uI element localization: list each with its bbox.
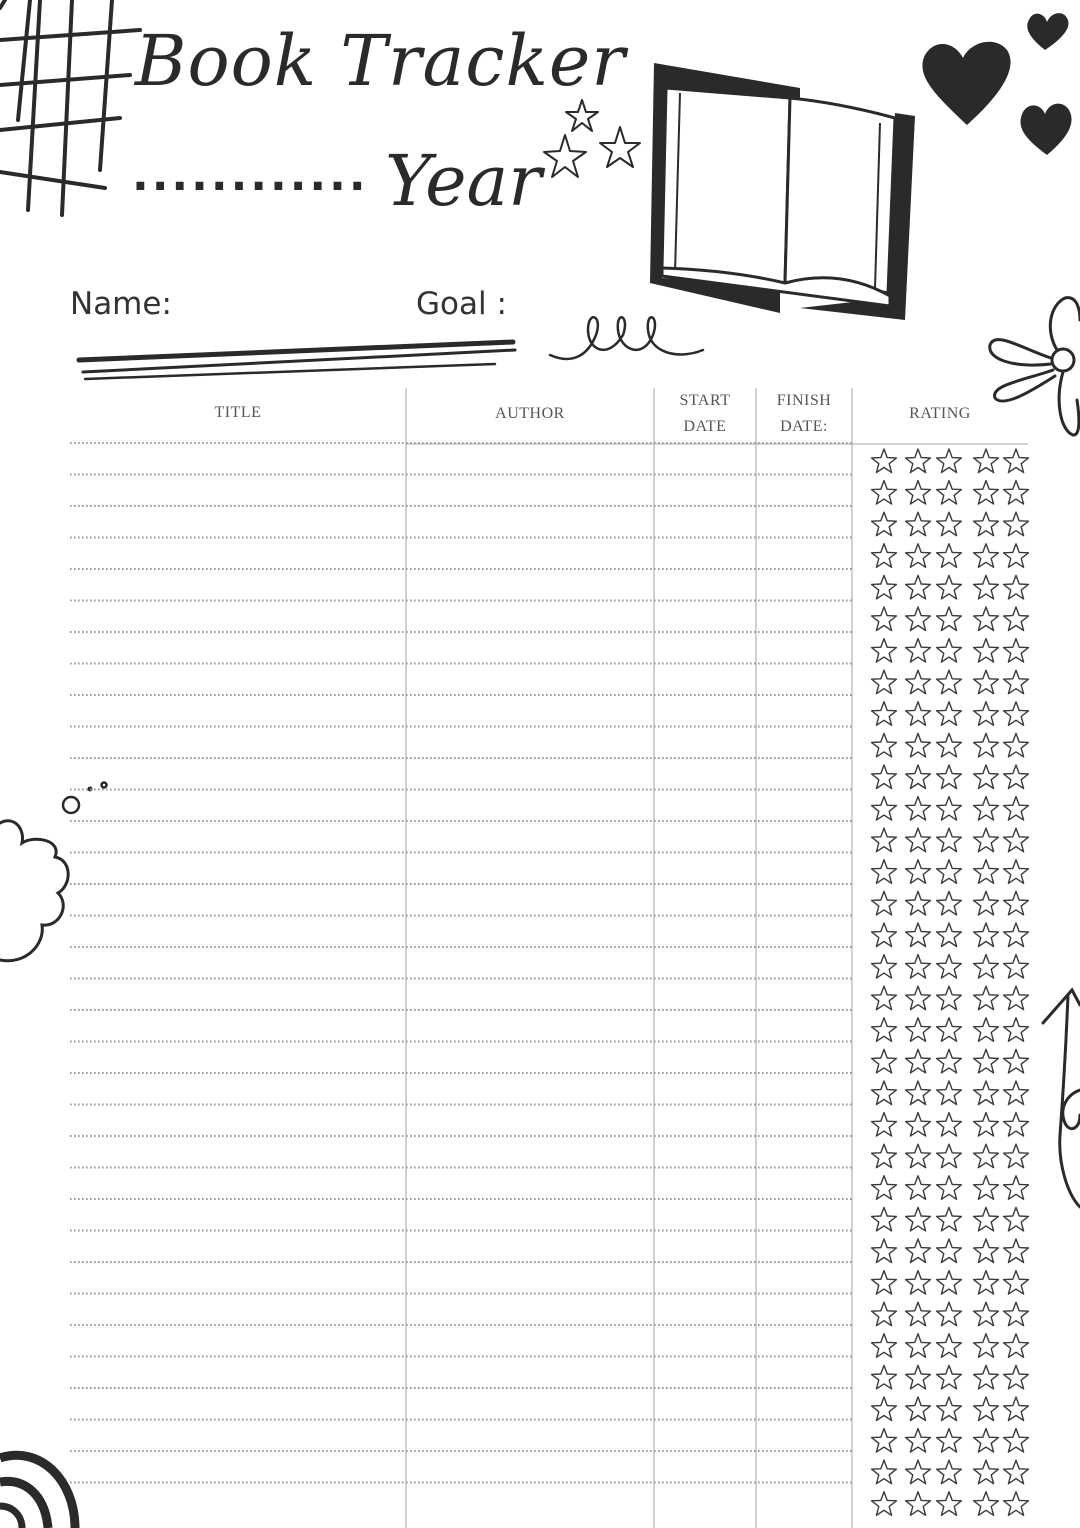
rating-star-icon[interactable]: [974, 986, 999, 1010]
rating-star-icon[interactable]: [974, 1429, 999, 1453]
hearts-doodle-icon: [915, 0, 1080, 165]
rating-star-icon[interactable]: [872, 449, 897, 473]
rating-star-icon[interactable]: [1004, 986, 1029, 1010]
rating-star-icon[interactable]: [937, 891, 962, 915]
rating-star-icon[interactable]: [906, 607, 931, 631]
rating-star-icon[interactable]: [1004, 1271, 1029, 1295]
rating-star-icon[interactable]: [1004, 1239, 1029, 1263]
rating-star-icon[interactable]: [1004, 607, 1029, 631]
rating-star-icon[interactable]: [872, 544, 897, 568]
rating-star-icon[interactable]: [872, 891, 897, 915]
rating-star-icon[interactable]: [937, 1365, 962, 1389]
rating-star-icon[interactable]: [937, 481, 962, 505]
rating-star-icon[interactable]: [1004, 1397, 1029, 1421]
rating-star-icon[interactable]: [872, 1113, 897, 1137]
rating-star-icon[interactable]: [974, 575, 999, 599]
rating-star-icon[interactable]: [906, 1271, 931, 1295]
rating-star-icon[interactable]: [937, 1176, 962, 1200]
rating-star-icon[interactable]: [1004, 1113, 1029, 1137]
rating-star-icon[interactable]: [974, 1460, 999, 1484]
rating-star-icon[interactable]: [906, 639, 931, 663]
rating-star-icon[interactable]: [872, 986, 897, 1010]
rating-star-icon[interactable]: [937, 860, 962, 884]
rating-star-icon[interactable]: [872, 1049, 897, 1073]
rating-star-icon[interactable]: [906, 797, 931, 821]
rating-star-icon[interactable]: [974, 923, 999, 947]
rating-star-icon[interactable]: [1004, 797, 1029, 821]
rating-star-icon[interactable]: [906, 955, 931, 979]
rating-star-icon[interactable]: [872, 765, 897, 789]
rating-star-icon[interactable]: [872, 860, 897, 884]
rating-star-icon[interactable]: [906, 1049, 931, 1073]
rating-star-icon[interactable]: [974, 797, 999, 821]
rating-star-icon[interactable]: [1004, 1429, 1029, 1453]
rating-star-icon[interactable]: [974, 670, 999, 694]
rating-star-icon[interactable]: [1004, 639, 1029, 663]
rating-star-icon[interactable]: [1004, 1365, 1029, 1389]
rating-star-icon[interactable]: [906, 702, 931, 726]
rating-star-icon[interactable]: [906, 1239, 931, 1263]
year-label: Year: [385, 140, 542, 222]
rating-star-icon[interactable]: [937, 733, 962, 757]
rating-star-icon[interactable]: [974, 449, 999, 473]
rating-star-icon[interactable]: [974, 1018, 999, 1042]
rating-star-icon[interactable]: [1004, 702, 1029, 726]
rating-star-icon[interactable]: [906, 575, 931, 599]
rating-star-icon[interactable]: [906, 1429, 931, 1453]
name-underline[interactable]: [75, 336, 520, 384]
rating-star-icon[interactable]: [974, 1365, 999, 1389]
grid-doodle-icon: [0, 0, 150, 225]
rating-star-icon[interactable]: [1004, 1144, 1029, 1168]
rating-star-icon[interactable]: [1004, 512, 1029, 536]
column-header-title-text: TITLE: [214, 404, 262, 421]
rating-star-icon[interactable]: [872, 1081, 897, 1105]
rating-star-icon[interactable]: [872, 1492, 897, 1516]
rating-star-icon[interactable]: [937, 986, 962, 1010]
column-header-start-line1: START: [679, 392, 731, 409]
rating-star-icon[interactable]: [906, 1302, 931, 1326]
rating-star-icon[interactable]: [872, 670, 897, 694]
rating-star-icon[interactable]: [906, 1365, 931, 1389]
rating-star-icon[interactable]: [906, 765, 931, 789]
rating-star-icon[interactable]: [974, 955, 999, 979]
rating-star-icon[interactable]: [872, 1239, 897, 1263]
rating-star-icon[interactable]: [872, 1018, 897, 1042]
rating-star-icon[interactable]: [937, 575, 962, 599]
rating-star-icon[interactable]: [937, 670, 962, 694]
rating-star-icon[interactable]: [906, 891, 931, 915]
rating-star-icon[interactable]: [1004, 670, 1029, 694]
rating-star-icon[interactable]: [1004, 481, 1029, 505]
rating-star-icon[interactable]: [937, 1492, 962, 1516]
rating-star-icon[interactable]: [906, 1144, 931, 1168]
column-header-author-text: AUTHOR: [495, 405, 565, 422]
column-header-author: [406, 401, 654, 427]
rating-star-icon[interactable]: [1004, 1176, 1029, 1200]
rating-star-icon[interactable]: [937, 1144, 962, 1168]
rating-star-icon[interactable]: [937, 1302, 962, 1326]
loops-doodle-icon: [548, 305, 708, 365]
rating-star-icon[interactable]: [872, 1271, 897, 1295]
rating-star-icon[interactable]: [1004, 765, 1029, 789]
rating-star-icon[interactable]: [1004, 955, 1029, 979]
rating-star-icon[interactable]: [906, 1018, 931, 1042]
rating-star-icon[interactable]: [872, 1334, 897, 1358]
column-header-start-date: [654, 388, 756, 440]
rating-star-icon[interactable]: [937, 607, 962, 631]
rating-star-icon[interactable]: [1004, 733, 1029, 757]
rating-star-icon[interactable]: [937, 828, 962, 852]
rating-star-icon[interactable]: [1004, 575, 1029, 599]
rating-star-icon[interactable]: [937, 797, 962, 821]
rating-star-icon[interactable]: [974, 1081, 999, 1105]
column-header-rating: [852, 401, 1028, 427]
rating-star-icon[interactable]: [872, 1207, 897, 1231]
rating-star-icon[interactable]: [1004, 923, 1029, 947]
rating-star-icon[interactable]: [937, 1049, 962, 1073]
rating-star-icon[interactable]: [906, 512, 931, 536]
rating-star-icon[interactable]: [1004, 828, 1029, 852]
rating-star-icon[interactable]: [906, 481, 931, 505]
rating-star-icon[interactable]: [872, 797, 897, 821]
rating-star-icon[interactable]: [906, 544, 931, 568]
rating-star-icon[interactable]: [872, 1365, 897, 1389]
rating-star-icon[interactable]: [872, 1302, 897, 1326]
rating-star-icon[interactable]: [937, 702, 962, 726]
rating-star-icon[interactable]: [906, 1492, 931, 1516]
rating-star-icon[interactable]: [937, 544, 962, 568]
rating-star-icon[interactable]: [1004, 1302, 1029, 1326]
rating-star-icon[interactable]: [1004, 449, 1029, 473]
rating-star-icon[interactable]: [906, 828, 931, 852]
column-header-title: [70, 400, 406, 426]
rating-star-icon[interactable]: [906, 1397, 931, 1421]
rating-star-icon[interactable]: [1004, 1460, 1029, 1484]
rating-star-icon[interactable]: [937, 1207, 962, 1231]
open-book-icon: [640, 58, 925, 328]
rating-star-icon[interactable]: [974, 1113, 999, 1137]
rating-star-icon[interactable]: [974, 702, 999, 726]
column-header-finish-date: [756, 388, 852, 440]
rating-star-icon[interactable]: [974, 1271, 999, 1295]
rating-star-icon[interactable]: [974, 481, 999, 505]
rating-star-icon[interactable]: [974, 891, 999, 915]
rating-star-icon[interactable]: [1004, 1018, 1029, 1042]
rating-star-icon[interactable]: [1004, 891, 1029, 915]
rating-star-icon[interactable]: [906, 860, 931, 884]
rating-star-icon[interactable]: [906, 1176, 931, 1200]
rating-star-icon[interactable]: [872, 1144, 897, 1168]
rating-star-icon[interactable]: [1004, 1334, 1029, 1358]
rating-star-icon[interactable]: [906, 923, 931, 947]
rating-star-icon[interactable]: [872, 575, 897, 599]
reading-log-table: [0, 380, 1080, 1528]
rating-star-icon[interactable]: [906, 1460, 931, 1484]
rating-star-icon[interactable]: [974, 1049, 999, 1073]
rating-star-icon[interactable]: [872, 955, 897, 979]
rating-star-icon[interactable]: [906, 449, 931, 473]
rating-star-icon[interactable]: [974, 765, 999, 789]
rating-star-icon[interactable]: [872, 923, 897, 947]
rating-star-icon[interactable]: [872, 639, 897, 663]
goal-label: Goal :: [416, 286, 507, 322]
rating-star-icon[interactable]: [906, 670, 931, 694]
rating-star-icon[interactable]: [906, 1113, 931, 1137]
rating-star-icon[interactable]: [937, 1271, 962, 1295]
rating-star-icon[interactable]: [906, 1081, 931, 1105]
rating-star-icon[interactable]: [937, 1239, 962, 1263]
rating-star-icon[interactable]: [872, 828, 897, 852]
page-title: Book Tracker: [135, 20, 626, 102]
rating-star-icon[interactable]: [974, 733, 999, 757]
year-blank: ............: [132, 150, 369, 201]
rating-star-icon[interactable]: [937, 512, 962, 536]
rating-star-icon[interactable]: [974, 639, 999, 663]
column-header-rating-text: RATING: [909, 405, 971, 422]
rating-star-icon[interactable]: [974, 1334, 999, 1358]
rating-star-icon[interactable]: [872, 1429, 897, 1453]
rating-star-icon[interactable]: [872, 607, 897, 631]
rating-star-icon[interactable]: [1004, 1049, 1029, 1073]
rating-star-icon[interactable]: [974, 828, 999, 852]
rating-star-icon[interactable]: [937, 449, 962, 473]
column-header-start-line2: DATE: [683, 418, 727, 435]
rating-star-icon[interactable]: [937, 765, 962, 789]
rating-star-icon[interactable]: [937, 1113, 962, 1137]
name-label: Name:: [70, 286, 172, 322]
rating-star-icon[interactable]: [872, 1397, 897, 1421]
rating-star-icon[interactable]: [906, 986, 931, 1010]
rating-star-icon[interactable]: [937, 955, 962, 979]
rating-star-icon[interactable]: [974, 1176, 999, 1200]
rating-star-icon[interactable]: [974, 1239, 999, 1263]
rating-star-icon[interactable]: [974, 860, 999, 884]
rating-star-icon[interactable]: [974, 1144, 999, 1168]
column-header-finish-line1: FINISH: [776, 392, 832, 409]
rating-star-icon[interactable]: [1004, 544, 1029, 568]
column-header-finish-line2: DATE:: [780, 418, 828, 435]
rating-star-icon[interactable]: [872, 512, 897, 536]
rating-star-icon[interactable]: [937, 639, 962, 663]
rating-star-icon[interactable]: [906, 1207, 931, 1231]
rating-star-icon[interactable]: [872, 1460, 897, 1484]
rating-star-icon[interactable]: [1004, 860, 1029, 884]
rating-star-icon[interactable]: [872, 481, 897, 505]
rating-star-icon[interactable]: [974, 1397, 999, 1421]
rating-star-icon[interactable]: [906, 1334, 931, 1358]
rating-star-icon[interactable]: [937, 1397, 962, 1421]
rating-star-icon[interactable]: [937, 923, 962, 947]
rating-star-icon[interactable]: [937, 1018, 962, 1042]
rating-star-icon[interactable]: [974, 1207, 999, 1231]
rating-star-icon[interactable]: [974, 512, 999, 536]
rating-star-icon[interactable]: [937, 1334, 962, 1358]
rating-star-icon[interactable]: [974, 607, 999, 631]
rating-star-icon[interactable]: [937, 1460, 962, 1484]
rating-star-icon[interactable]: [872, 1176, 897, 1200]
rating-star-icon[interactable]: [937, 1081, 962, 1105]
rating-star-icon[interactable]: [1004, 1081, 1029, 1105]
rating-star-icon[interactable]: [974, 1302, 999, 1326]
rating-star-icon[interactable]: [906, 733, 931, 757]
rating-star-icon[interactable]: [1004, 1492, 1029, 1516]
rating-star-icon[interactable]: [937, 1429, 962, 1453]
rating-star-icon[interactable]: [974, 1492, 999, 1516]
rating-star-icon[interactable]: [974, 544, 999, 568]
stars-doodle-icon: [540, 95, 645, 190]
rating-star-icon[interactable]: [1004, 1207, 1029, 1231]
rating-star-icon[interactable]: [872, 733, 897, 757]
rating-star-icon[interactable]: [872, 702, 897, 726]
